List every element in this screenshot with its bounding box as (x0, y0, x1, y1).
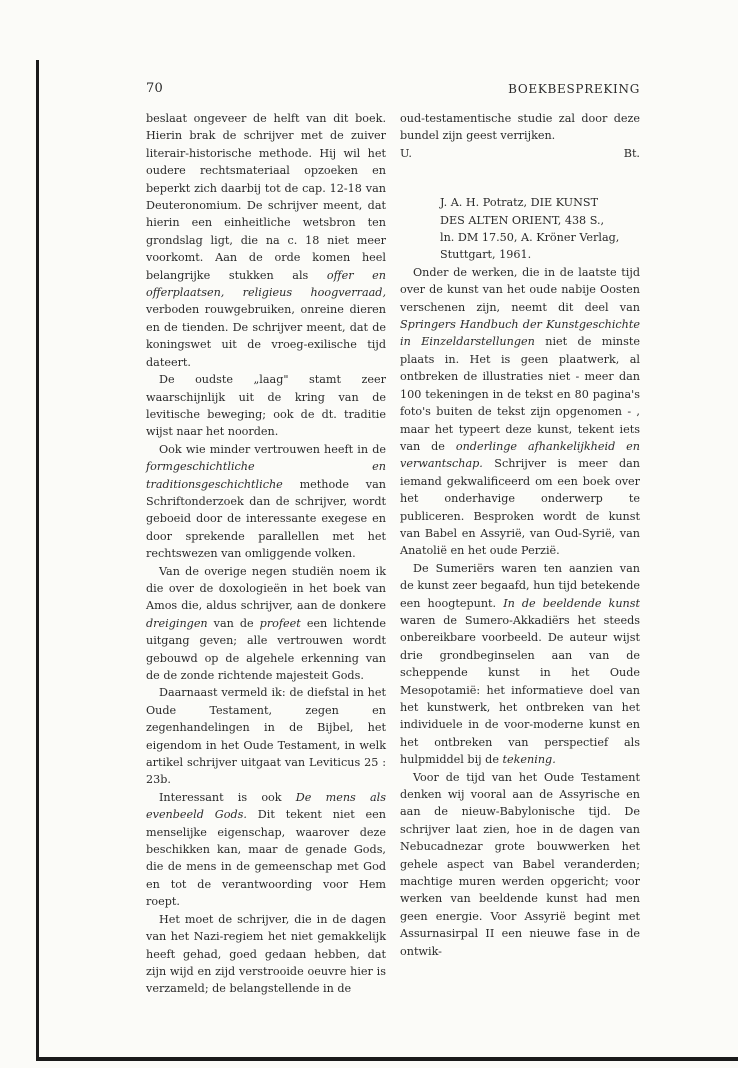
book-reference (400, 194, 640, 264)
paragraph: oud-testamentische studie zal door deze bundel zijn geest verrijken. (400, 112, 640, 143)
paragraph: De oudste „laag" stamt zeer waarschijnlijk uit de kring van de levitische beweging; ook de dt. traditie wijst naar het noorden. (146, 373, 386, 439)
book-reference-line: Stuttgart, 1961. (440, 248, 532, 262)
signature-name: Bt. (623, 146, 640, 160)
paragraph: Voor de tijd van het Oude Testament denken wij vooral aan de Assyrische en aan de nieuw-Babylonische tijd. De schrijver laat zien, hoe in de dagen van Nebucadnezar grote bouwwerken het gehele aspect van Babel veranderden; machtige muren werden opgericht; voor werken van beeldende kunst had men geen energie. Voor Assyrië begint met Assurnasirpal II een nieuwe fase in de ontwik- (400, 770, 640, 958)
book-reference-line: ln. DM 17.50, A. Kröner Verlag, (440, 231, 620, 245)
review-signature (400, 145, 640, 162)
book-reference-line: DES ALTEN ORIENT, 438 S., (440, 213, 605, 227)
paragraph: Ook wie minder vertrouwen heeft in de formgeschichtliche en traditionsgeschichtliche methode van Schriftonderzoek dan de schrijver, wordt geboeid door de interessante exegese en door sprekende parallellen met het rechtswezen van omliggende volken. (146, 442, 386, 561)
paragraph: Het moet de schrijver, die in de dagen van het Nazi-regiem het niet gemakkelijk heeft gehad, goed gedaan hebben, dat zijn wijd en zijd verstrooide oeuvre hier is verzameld; de belangstellende in de (146, 912, 386, 996)
right-column (400, 110, 640, 960)
page-number: 70 (146, 81, 163, 96)
paragraph: De Sumeriërs waren ten aanzien van de kunst zeer begaafd, hun tijd betekende een hoogtepunt. In de beeldende kunst waren de Sumero-Akkadiërs het steeds onbereikbare voorbeeld. De auteur wijst drie grondbeginselen aan van de scheppende kunst in het Oude Mesopotamië: het informatieve doel van het kunstwerk, het ontbreken van het individuele in de voor-moderne kunst en het ontbreken van perspectief als hulpmiddel bij de tekening. (400, 561, 640, 767)
paragraph: beslaat ongeveer de helft van dit boek. Hierin brak de schrijver met de zuiver literair-historische methode. Hij wil het oudere rechtsmateriaal opzoeken en beperkt zich daarbij tot de cap. 12-18 van Deuteronomium. De schrijver meent, dat hierin een einheitliche wetsbron ten grondslag ligt, die na c. 18 niet meer voorkomt. Aan de orde komen heel belangrijke stukken als offer en offerplaatsen, religieus hoogverraad, verboden rouwgebruiken, onreine dieren en de tienden. De schrijver meent, dat de koningswet uit de vroeg-exilische tijd dateert. (146, 112, 387, 369)
paragraph: Onder de werken, die in de laatste tijd over de kunst van het oude nabije Oosten verschenen zijn, neemt dit deel van Springers Handbuch der Kunstgeschichte in Einzeldarstellungen niet de minste plaats in. Het is geen plaatwerk, al ontbreken de illustraties niet - meer dan 100 tekeningen in de tekst en 80 pagina's foto's buiten de tekst zijn opgenomen - , maar het typeert deze kunst, tekent iets van de onderlinge afhankelijkheid en verwantschap. Schrijver is meer dan iemand gekwalificeerd om een boek over het onderhavige onderwerp te publiceren. Besproken wordt de kunst van Babel en Assyrië, van Oud-Syrië, van Anatolië en het oude Perzië. (400, 265, 640, 558)
left-column (146, 110, 386, 998)
signature-initial: U. (400, 146, 412, 160)
page-left-border (36, 60, 39, 1060)
page-bottom-border (36, 1057, 738, 1061)
running-title: BOEKBESPREKING (508, 82, 640, 96)
paragraph: Van de overige negen studiën noem ik die over de doxologieën in het boek van Amos die, aldus schrijver, aan de donkere dreigingen van de profeet een lichtende uitgang geven; alle vertrouwen wordt gebouwd op de algehele erkenning van de de zonde richtende majesteit Gods. (146, 564, 386, 682)
book-reference-line: J. A. H. Potratz, DIE KUNST (440, 196, 599, 210)
paragraph: Daarnaast vermeld ik: de diefstal in het Oude Testament, zegen en zegenhandelingen in de Bijbel, het eigendom in het Oude Testament, in welk artikel schrijver uitgaat van Leviticus 25 : 23b. (146, 686, 386, 787)
paragraph: Interessant is ook De mens als evenbeeld Gods. Dit tekent niet een menselijke eigenschap, waarover deze beschikken kan, maar de genade Gods, die de mens in de gemeenschap met God en tot de verantwoording voor Hem roept. (146, 790, 387, 909)
